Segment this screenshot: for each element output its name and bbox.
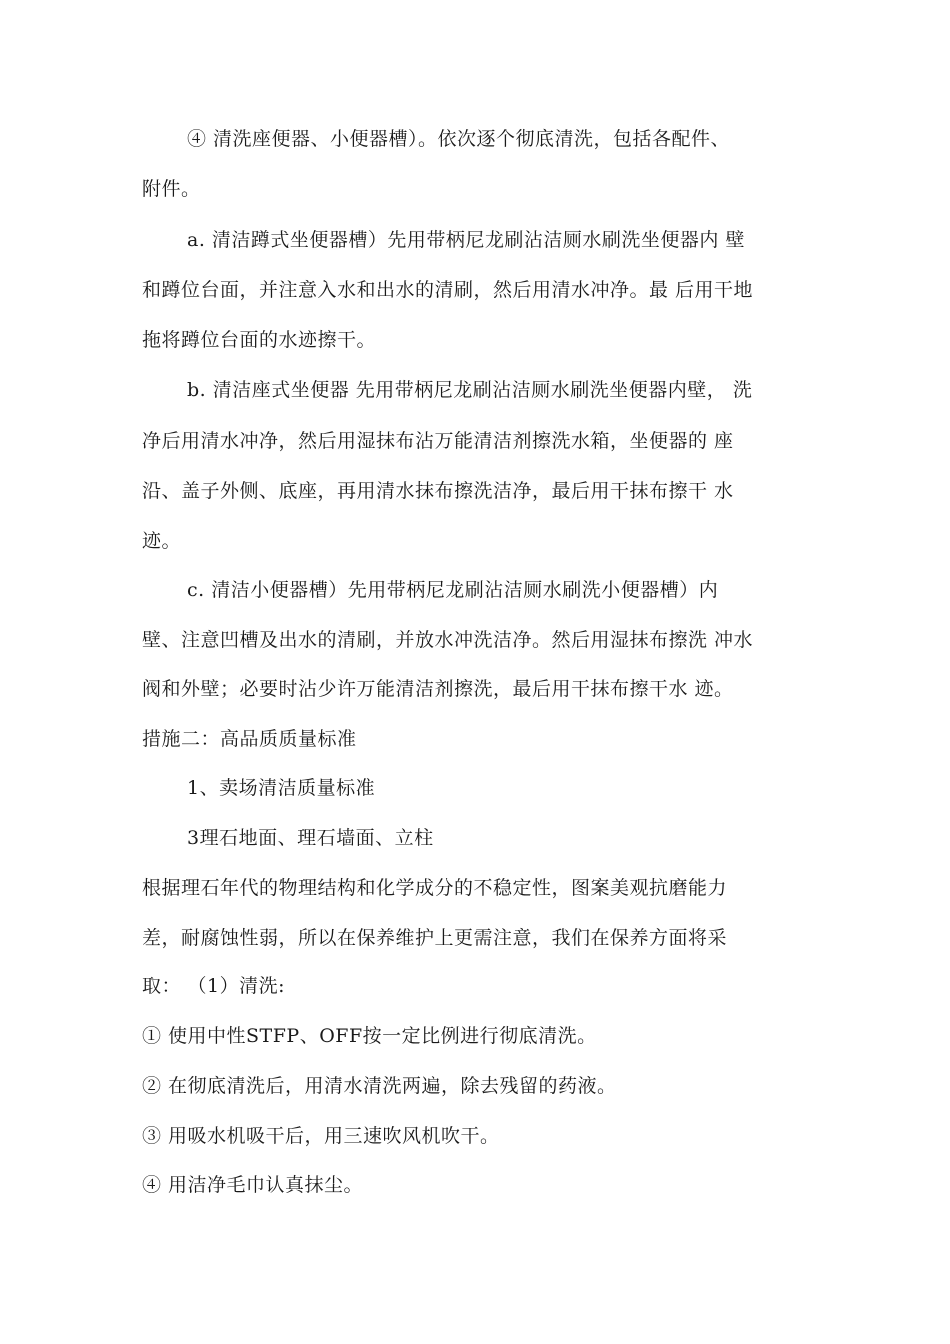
paragraph-line: 沿、盖子外侧、底座，再用清水抹布擦洗洁净，最后用干抹布擦干 水 [142, 480, 734, 502]
subsection-heading: 3理石地面、理石墙面、立柱 [187, 827, 434, 849]
list-item: ② 在彻底清洗后，用清水清洗两遍，除去残留的药液。 [142, 1075, 617, 1097]
paragraph-line: 阀和外壁；必要时沾少许万能清洁剂擦洗，最后用干抹布擦干水 迹。 [142, 678, 734, 700]
paragraph-line: 净后用清水冲净，然后用湿抹布沾万能清洁剂擦洗水箱，坐便器的 座 [142, 430, 734, 452]
paragraph-line: 迹。 [142, 530, 182, 552]
paragraph-line: 和蹲位台面，并注意入水和出水的清刷，然后用清水冲净。最 后用干地 [142, 279, 754, 301]
paragraph-line: 根据理石年代的物理结构和化学成分的不稳定性，图案美观抗磨能力 [142, 877, 728, 899]
paragraph-line: b. 清洁座式坐便器 先用带柄尼龙刷沾洁厕水刷洗坐便器内壁， 洗 [187, 379, 753, 401]
list-item: ③ 用吸水机吸干后，用三速吹风机吹干。 [142, 1125, 500, 1147]
paragraph-line: a. 清洁蹲式坐便器槽）先用带柄尼龙刷沾洁厕水刷洗坐便器内 壁 [187, 229, 745, 251]
subsection-heading: 1、卖场清洁质量标准 [187, 777, 376, 799]
paragraph-line: 取： （1）清洗: [142, 975, 286, 997]
paragraph-line: 附件。 [142, 178, 201, 200]
list-item: ① 使用中性STFP、OFF按一定比例进行彻底清洗。 [142, 1025, 597, 1047]
paragraph-line: ④ 清洗座便器、小便器槽）。依次逐个彻底清洗，包括各配件、 [187, 128, 731, 150]
paragraph-line: 壁、注意凹槽及出水的清刷，并放水冲洗洁净。然后用湿抹布擦洗 冲水 [142, 629, 754, 651]
paragraph-line: c. 清洁小便器槽）先用带柄尼龙刷沾洁厕水刷洗小便器槽）内 [187, 579, 719, 601]
section-heading: 措施二：高品质质量标准 [142, 728, 357, 750]
list-item: ④ 用洁净毛巾认真抹尘。 [142, 1174, 364, 1196]
paragraph-line: 拖将蹲位台面的水迹擦干。 [142, 329, 377, 351]
paragraph-line: 差，耐腐蚀性弱，所以在保养维护上更需注意，我们在保养方面将采 [142, 927, 728, 949]
